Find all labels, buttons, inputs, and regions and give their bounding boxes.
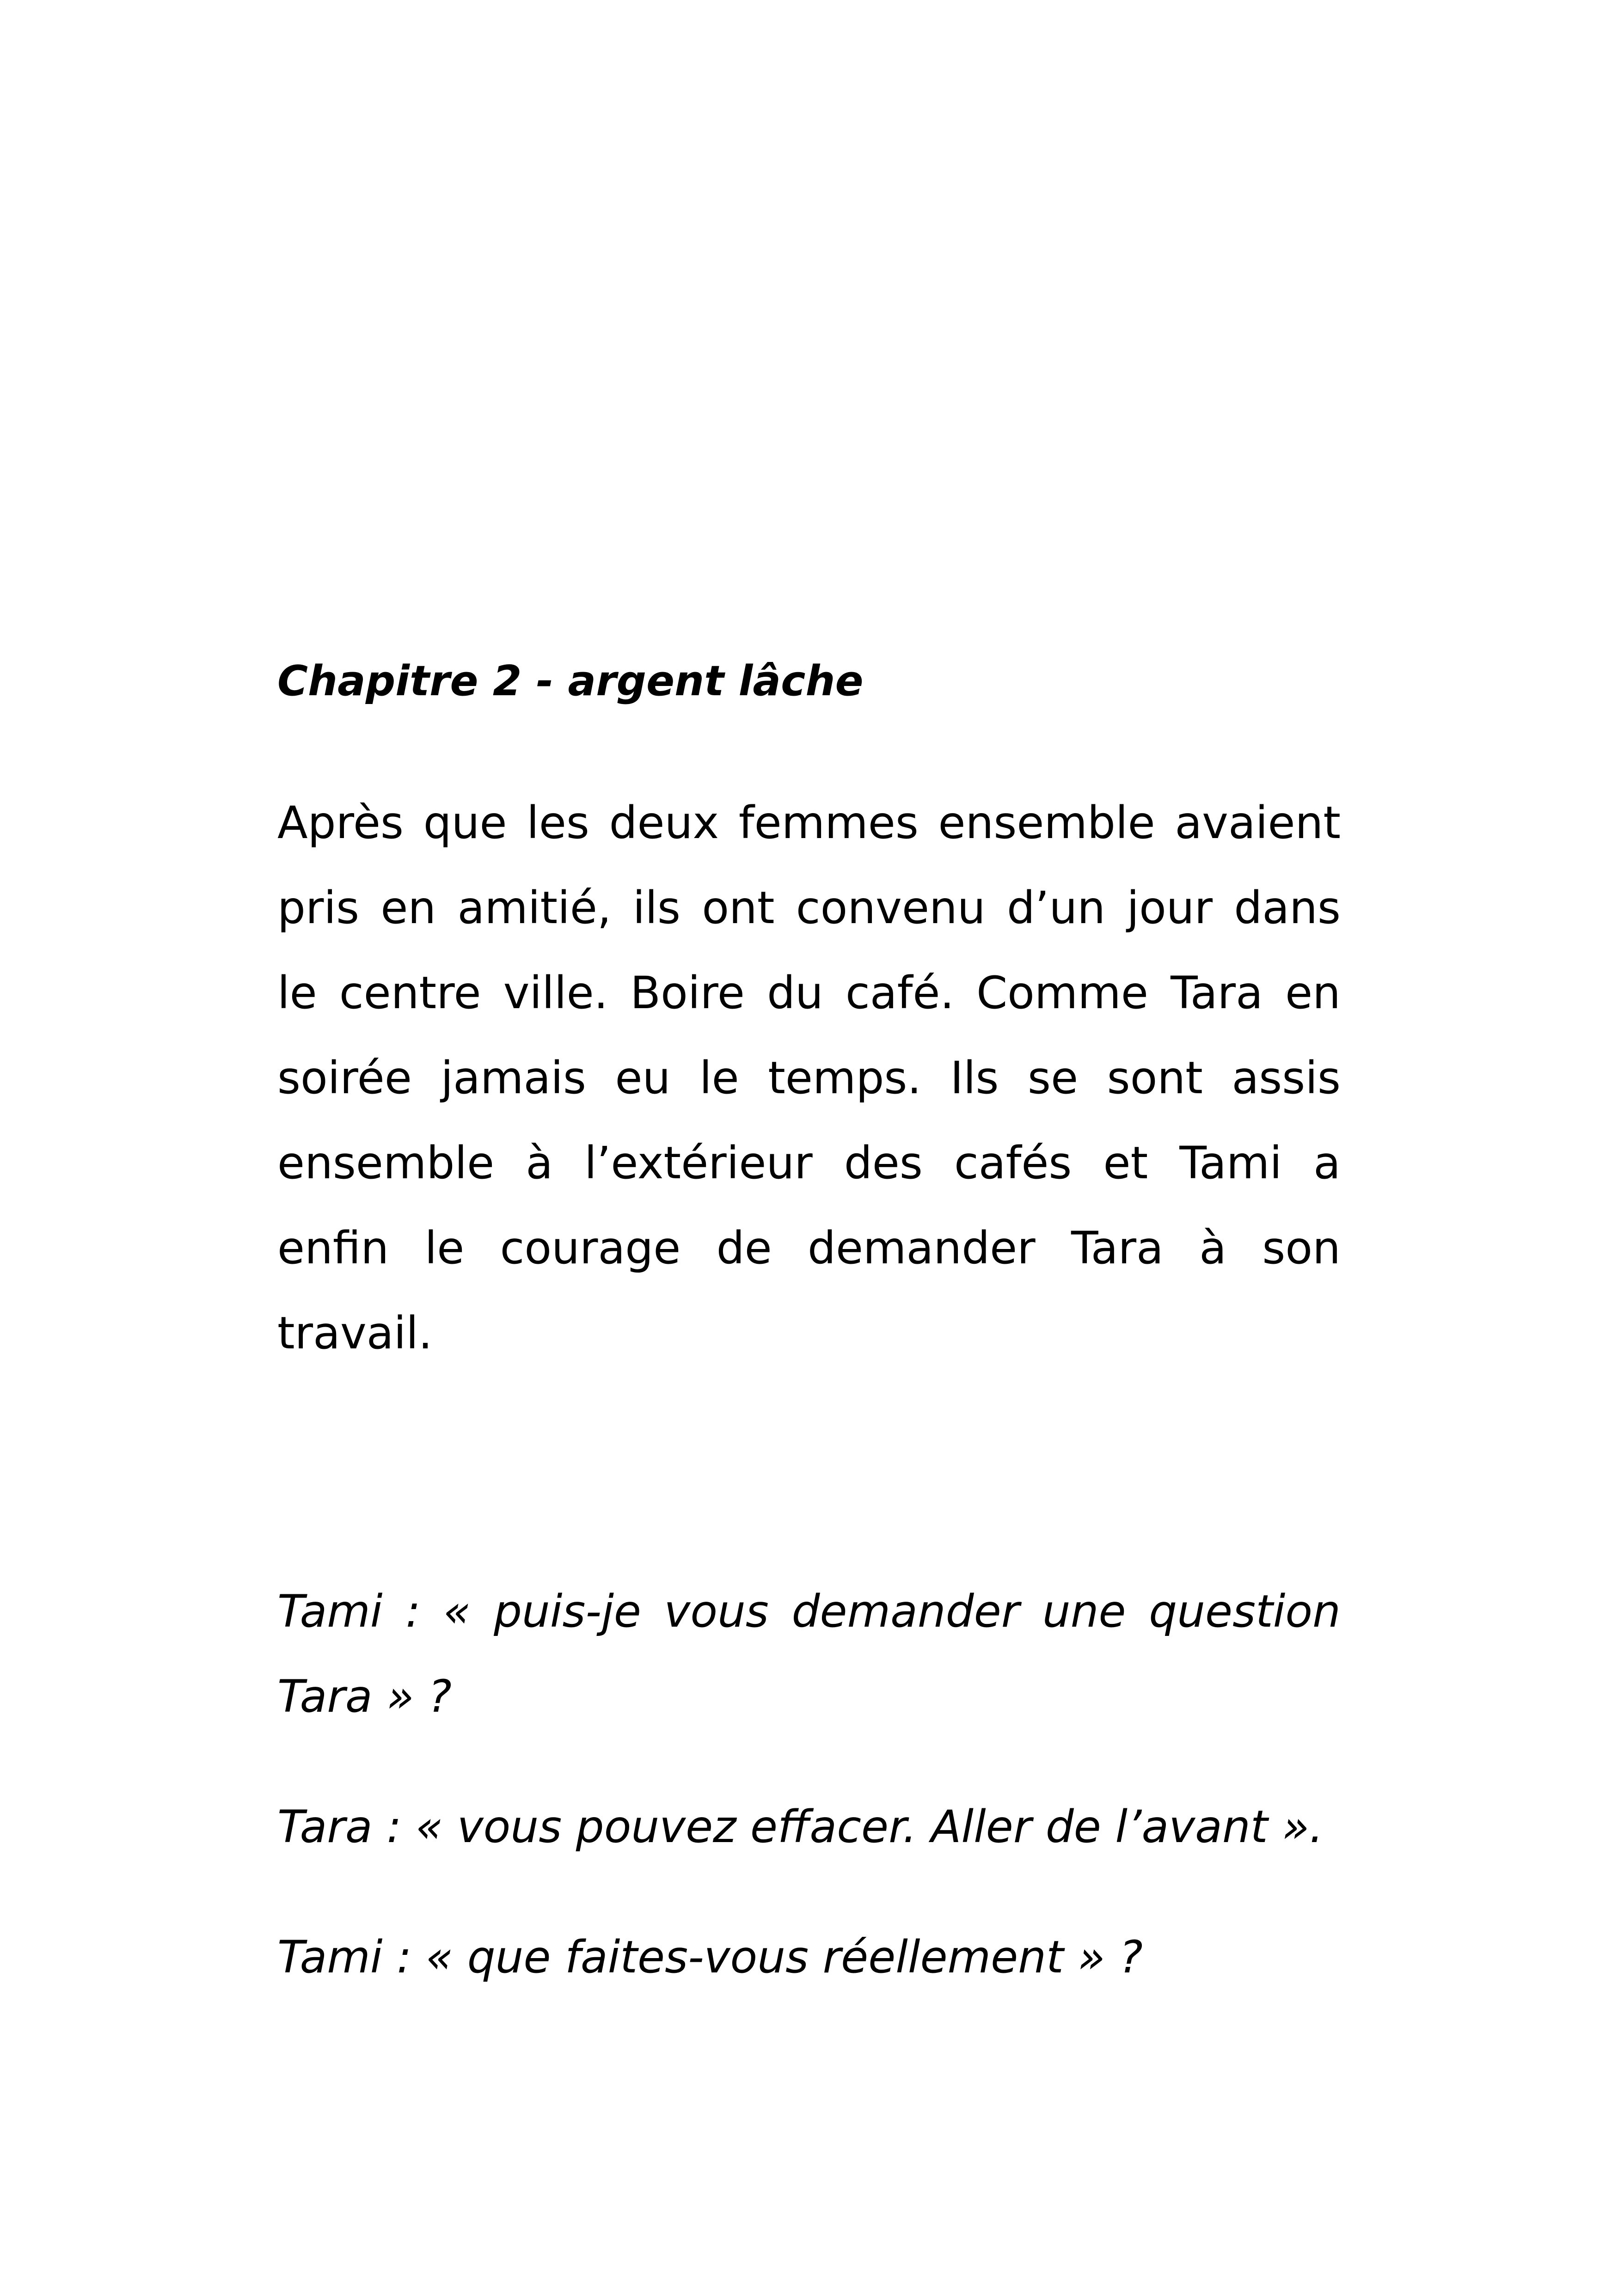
dialogue-line: Tami : « que faites-vous réellement » ?	[277, 1931, 1143, 1983]
dialogue-line: Tara : « vous pouvez effacer. Aller de l’avant ».	[277, 1801, 1324, 1853]
dialogue-line: Tami : « puis-je vous demander une question Tara » ?	[277, 1586, 1341, 1722]
chapter-title: Chapitre 2 - argent lâche	[277, 657, 864, 705]
body-paragraph: Après que les deux femmes ensemble avaient pris en amitié, ils ont convenu d’un jour dans le centre ville. Boire du café. Comme Tara en soirée jamais eu le temps. Ils se sont assis ensemble à l’extérieur des cafés et Tami a enfin le courage de demander Tara à son travail.	[277, 797, 1341, 1359]
page-content	[277, 656, 1341, 2000]
